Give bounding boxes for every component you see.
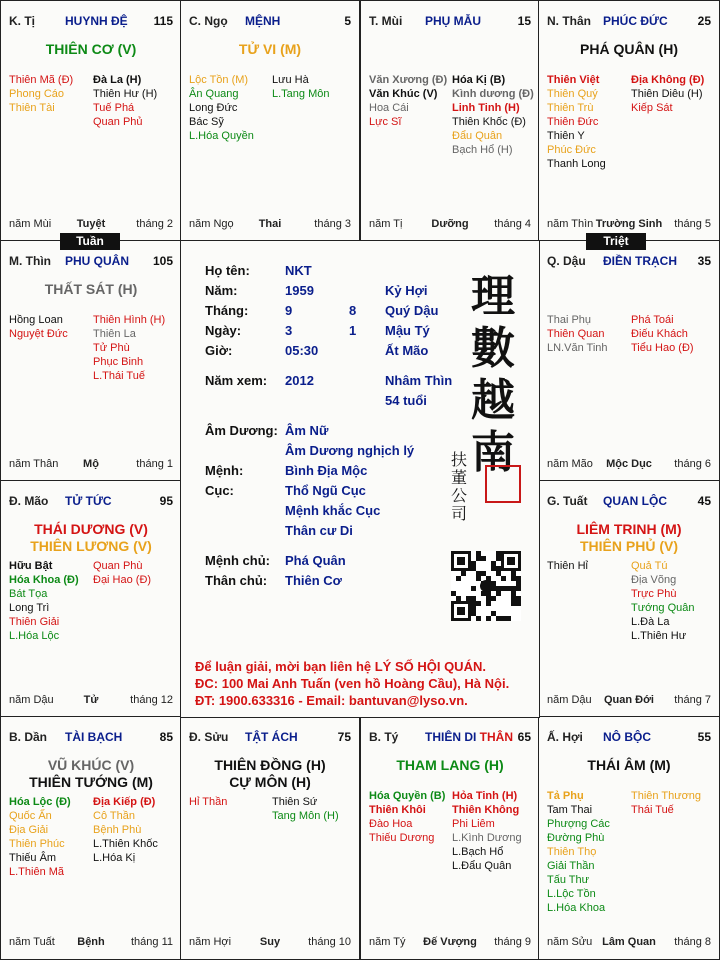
main-star: THIÊN ĐỒNG (H) — [214, 757, 326, 773]
minor-star: Địa Kiếp (Đ) — [93, 796, 156, 808]
main-star: THÁI DƯƠNG (V) — [34, 521, 148, 537]
life-stage: Suy — [259, 936, 281, 948]
minor-star: L.Thiên Khốc — [93, 838, 158, 850]
palace-age: 95 — [159, 494, 173, 508]
minor-star: Đường Phù — [547, 832, 605, 844]
name-value: NKT — [285, 263, 312, 278]
life-stage: Mộc Dục — [606, 458, 652, 470]
day-value: 3 — [285, 323, 293, 338]
star-column-right — [91, 73, 175, 129]
main-star: LIÊM TRINH (M) — [576, 521, 682, 537]
view-year-value: 2012 — [285, 373, 314, 388]
main-stars — [1, 757, 181, 791]
minor-star: Bác Sỹ — [189, 116, 224, 128]
palace-position: T. Mùi — [369, 14, 403, 28]
minor-star: L.Bạch Hổ — [452, 846, 504, 858]
minor-star: Bát Tọa — [9, 588, 48, 600]
minor-star: Thiên Việt — [547, 74, 600, 86]
contact-phone-email[interactable]: ĐT: 1900.633316 - Email: bantuvan@lyso.vn. — [195, 693, 468, 708]
minor-star: Địa Không (Đ) — [631, 74, 705, 86]
palace-name: TỬ TỨC — [65, 494, 112, 508]
minor-star: Đẩu Quân — [452, 130, 503, 142]
star-column-right — [629, 789, 713, 817]
minor-star: Hỉ Thần — [189, 796, 228, 808]
star-column-right — [91, 559, 175, 587]
palace-year: năm Sửu — [547, 936, 593, 948]
palace-position: Q. Dậu — [547, 254, 586, 268]
callig-char: 理 — [471, 271, 515, 322]
palace-age: 115 — [153, 14, 173, 28]
palace-ty — [360, 716, 540, 960]
palace-age: 25 — [697, 14, 711, 28]
palace-mui — [360, 0, 540, 242]
palace-year: năm Hợi — [189, 936, 232, 948]
minor-star: Đào Hoa — [369, 818, 413, 830]
palace-footer — [9, 936, 173, 950]
star-column-left — [369, 789, 450, 845]
view-year-can: Nhâm Thìn — [385, 373, 453, 388]
minor-star: Nguyệt Đức — [9, 328, 68, 340]
palace-month: tháng 4 — [494, 218, 531, 230]
month-can: Quý Dậu — [385, 303, 439, 318]
tuan-tag: Tuần — [60, 233, 120, 250]
minor-star: Tam Thai — [547, 804, 593, 816]
star-column-right — [629, 559, 713, 643]
palace-month: tháng 8 — [674, 936, 711, 948]
minor-star: Hồng Loan — [9, 314, 63, 326]
palace-month: tháng 2 — [136, 218, 173, 230]
palace-footer — [9, 218, 173, 232]
palace-footer — [369, 936, 531, 950]
minor-star: Thiên La — [93, 328, 136, 340]
main-stars — [539, 521, 719, 555]
cuc-relation: Mệnh khắc Cục — [285, 503, 381, 518]
palace-month: tháng 10 — [308, 936, 351, 948]
minor-star: Thiên Y — [547, 130, 585, 142]
palace-position: C. Ngọ — [189, 14, 228, 28]
main-star: THAM LANG (H) — [396, 757, 504, 773]
star-column-right — [270, 795, 353, 823]
star-column-right — [629, 313, 713, 355]
palace-name: TẬT ÁCH — [245, 730, 298, 744]
minor-star: Quốc Ấn — [9, 810, 52, 822]
minor-star: L.Hóa Khoa — [547, 902, 606, 914]
minor-star: LN.Văn Tinh — [547, 342, 608, 354]
star-column-right — [629, 73, 713, 115]
palace-month: tháng 11 — [130, 936, 173, 948]
palace-footer — [547, 694, 711, 708]
life-stage: Trường Sinh — [595, 218, 663, 230]
palace-month: tháng 5 — [674, 218, 711, 230]
minor-star: Lưu Hà — [272, 74, 309, 86]
life-stage: Mộ — [83, 458, 99, 470]
palace-name: PHỤ MẪU — [425, 14, 481, 28]
minor-star: Phong Cáo — [9, 88, 65, 100]
palace-suu — [180, 716, 360, 960]
palace-year: năm Tị — [369, 218, 403, 230]
month-value: 9 — [285, 303, 293, 318]
minor-star: Thiếu Âm — [9, 852, 57, 864]
minor-star: Thiên Mã (Đ) — [9, 74, 74, 86]
minor-star: Hóa Lộc (Đ) — [9, 796, 71, 808]
minor-star: Thiên Hỉ — [547, 560, 588, 572]
palace-position: Ấ. Hợi — [547, 730, 583, 744]
minor-star: Đại Hao (Đ) — [93, 574, 152, 586]
main-stars — [181, 757, 359, 791]
palace-name: PHU QUÂN — [65, 254, 130, 268]
palace-footer — [547, 458, 711, 472]
minor-star: Thiên Hình (H) — [93, 314, 166, 326]
palace-dau — [538, 240, 720, 482]
minor-star: Bệnh Phù — [93, 824, 142, 836]
palace-name: QUAN LỘC — [603, 494, 667, 508]
palace-month: tháng 7 — [674, 694, 711, 706]
main-stars — [1, 41, 181, 58]
main-stars — [539, 757, 719, 774]
day-lunar: 1 — [349, 323, 357, 338]
minor-star: Thiên Tài — [9, 102, 55, 114]
palace-year: năm Thìn — [547, 218, 594, 230]
palace-year: năm Mùi — [9, 218, 52, 230]
palace-year: năm Thân — [9, 458, 59, 470]
day-label: Ngày: — [205, 323, 242, 338]
year-value: 1959 — [285, 283, 314, 298]
minor-star: Hóa Quyền (B) — [369, 790, 446, 802]
callig-char: 越 — [471, 375, 515, 426]
minor-star: L.Tang Môn — [272, 88, 330, 100]
minor-star: L.Lộc Tồn — [547, 888, 596, 900]
life-stage: Dưỡng — [431, 218, 469, 230]
minor-star: Phá Toái — [631, 314, 674, 326]
minor-star: L.Đà La — [631, 616, 670, 628]
minor-star: Văn Khúc (V) — [369, 88, 438, 100]
minor-star: Tấu Thư — [547, 874, 590, 886]
star-column-left — [547, 559, 629, 573]
amduong-relation: Âm Dương nghịch lý — [285, 443, 415, 458]
amduong-value: Âm Nữ — [285, 423, 329, 438]
palace-position: K. Tị — [9, 14, 35, 28]
star-column-left — [547, 73, 629, 171]
main-stars — [181, 41, 359, 58]
star-column-left — [547, 789, 629, 915]
minor-star: Long Đức — [189, 102, 238, 114]
palace-ti — [0, 0, 182, 242]
minor-star: Thái Tuế — [631, 804, 674, 816]
life-stage: Tử — [83, 694, 99, 706]
palace-month: tháng 12 — [130, 694, 173, 706]
minor-star: L.Hóa Quyền — [189, 130, 254, 142]
minor-star: Tử Phù — [93, 342, 130, 354]
minor-star: L.Đẩu Quân — [452, 860, 512, 872]
minor-star: Thiên Không — [452, 804, 520, 816]
palace-age: 75 — [337, 730, 351, 744]
day-can: Mậu Tý — [385, 323, 430, 338]
main-star: THÁI ÂM (M) — [587, 757, 671, 773]
minor-star: Tả Phụ — [547, 790, 584, 802]
star-column-right — [450, 73, 533, 157]
minor-star: Quan Phù — [93, 560, 143, 572]
star-column-left — [189, 795, 270, 809]
palace-age: 45 — [697, 494, 711, 508]
than-marker: THÂN — [479, 730, 513, 744]
year-label: Năm: — [205, 283, 238, 298]
palace-footer — [9, 458, 173, 472]
star-column-left — [9, 795, 91, 879]
palace-name: THIÊN DI — [425, 730, 477, 744]
palace-name: NÔ BỘC — [603, 730, 651, 744]
palace-age: 105 — [152, 254, 173, 268]
palace-year: năm Tý — [369, 936, 406, 948]
palace-year: năm Tuất — [9, 936, 55, 948]
star-column-right — [270, 73, 353, 101]
cuc-value: Thổ Ngũ Cục — [285, 483, 366, 498]
palace-thin — [0, 240, 182, 482]
triet-tag: Triệt — [586, 233, 646, 250]
callig-small-char: 司 — [451, 504, 468, 523]
minor-star: Địa Võng — [631, 574, 677, 586]
palace-footer — [189, 218, 351, 232]
hour-label: Giờ: — [205, 343, 233, 358]
palace-position: B. Dần — [9, 730, 48, 744]
callig-small-char: 扶 — [451, 450, 468, 469]
minor-star: Phục Binh — [93, 356, 144, 368]
minor-star: Thiên Giải — [9, 616, 60, 628]
main-star: THẤT SÁT (H) — [44, 281, 138, 297]
life-stage: Đế Vượng — [423, 936, 477, 948]
minor-star: Điếu Khách — [631, 328, 688, 340]
palace-month: tháng 6 — [674, 458, 711, 470]
palace-position: G. Tuất — [547, 494, 588, 508]
palace-position: Đ. Mão — [9, 494, 49, 508]
minor-star: Thanh Long — [547, 158, 606, 170]
minor-star: Giải Thần — [547, 860, 595, 872]
center-info-panel — [180, 240, 540, 718]
life-stage: Tuyệt — [76, 218, 106, 230]
main-stars — [1, 521, 181, 555]
palace-footer — [547, 218, 711, 232]
palace-age: 15 — [517, 14, 531, 28]
qr-code[interactable] — [451, 551, 521, 621]
minor-star: Kiếp Sát — [631, 102, 673, 114]
main-stars — [1, 281, 181, 298]
callig-small-char: 董 — [451, 468, 468, 487]
palace-footer — [547, 936, 711, 950]
palace-year: năm Dậu — [9, 694, 54, 706]
minor-star: Tuế Phá — [93, 102, 135, 114]
minor-star: L.Thái Tuế — [93, 370, 145, 382]
palace-name: ĐIỀN TRẠCH — [603, 254, 677, 268]
star-column-right — [91, 795, 175, 865]
view-year-label: Năm xem: — [205, 373, 268, 388]
contact-address: ĐC: 100 Mai Anh Tuấn (ven hồ Hoàng Cầu), Hà Nội. — [195, 676, 510, 691]
star-column-left — [9, 559, 91, 643]
palace-age: 65 — [517, 730, 531, 744]
calligraphy — [471, 271, 515, 479]
thanchu-value: Thiên Cơ — [285, 573, 342, 588]
palace-age: 85 — [159, 730, 173, 744]
minor-star: Đà La (H) — [93, 74, 142, 86]
star-column-right — [450, 789, 533, 873]
star-column-left — [189, 73, 270, 143]
palace-hoi — [538, 716, 720, 960]
palace-age: 5 — [344, 14, 351, 28]
minor-star: Hỏa Tinh (H) — [452, 790, 518, 802]
minor-star: Thiên Hư (H) — [93, 88, 158, 100]
minor-star: L.Thiên Hư — [631, 630, 687, 642]
hour-can: Ất Mão — [385, 343, 429, 358]
minor-star: Thiên Khốc (Đ) — [452, 116, 526, 128]
minor-star: L.Thiên Mã — [9, 866, 65, 878]
palace-name: MỆNH — [245, 14, 281, 28]
star-column-left — [9, 313, 91, 341]
star-column-left — [547, 313, 629, 355]
minor-star: Thiên Đức — [547, 116, 599, 128]
main-star: VŨ KHÚC (V) — [47, 757, 135, 773]
minor-star: Thiên Diêu (H) — [631, 88, 703, 100]
minor-star: Tang Môn (H) — [272, 810, 339, 822]
contact-line-1: Để luận giải, mời bạn liên hệ LÝ SỐ HỘI QUÁN. — [195, 659, 486, 674]
minor-star: Phúc Đức — [547, 144, 596, 156]
palace-month: tháng 9 — [494, 936, 531, 948]
minor-star: Thiên Phúc — [9, 838, 65, 850]
minor-star: L.Hóa Kị — [93, 852, 136, 864]
palace-month: tháng 1 — [136, 458, 173, 470]
minor-star: Thai Phụ — [547, 314, 592, 326]
minor-star: Hoa Cái — [369, 102, 409, 114]
life-stage: Thai — [258, 218, 282, 230]
menhchu-value: Phá Quân — [285, 553, 346, 568]
minor-star: L.Hóa Lộc — [9, 630, 60, 642]
callig-small-char: 公 — [451, 486, 468, 505]
star-column-left — [9, 73, 91, 115]
minor-star: Thiên Quý — [547, 88, 598, 100]
main-star: TỬ VI (M) — [238, 41, 302, 57]
minor-star: Linh Tinh (H) — [452, 102, 520, 114]
menh-value: Bình Địa Mộc — [285, 463, 368, 478]
star-column-left — [369, 73, 450, 129]
callig-char: 數 — [471, 323, 515, 374]
minor-star: Kình dương (Đ) — [452, 88, 534, 100]
minor-star: Trực Phù — [631, 588, 677, 600]
main-stars — [539, 41, 719, 58]
palace-footer — [369, 218, 531, 232]
menhchu-label: Mệnh chủ: — [205, 553, 270, 568]
palace-ngo — [180, 0, 360, 242]
menh-label: Mệnh: — [205, 463, 244, 478]
palace-position: N. Thân — [547, 14, 591, 28]
minor-star: Thiếu Dương — [369, 832, 435, 844]
month-lunar: 8 — [349, 303, 357, 318]
minor-star: Lộc Tồn (M) — [189, 74, 249, 86]
palace-tuat — [538, 480, 720, 718]
minor-star: Quả Tú — [631, 560, 668, 572]
palace-dan — [0, 716, 182, 960]
palace-position: B. Tý — [369, 730, 399, 744]
palace-position: Đ. Sửu — [189, 730, 229, 744]
cuc-label: Cục: — [205, 483, 234, 498]
main-stars — [361, 757, 539, 774]
minor-star: Quan Phủ — [93, 116, 143, 128]
minor-star: Thiên Quan — [547, 328, 605, 340]
minor-star: Thiên Thọ — [547, 846, 597, 858]
life-stage: Quan Đới — [604, 694, 654, 706]
palace-than — [538, 0, 720, 242]
year-can: Kỷ Hợi — [385, 283, 428, 298]
minor-star: Ân Quang — [189, 88, 239, 100]
minor-star: Tiểu Hao (Đ) — [631, 342, 694, 354]
calligraphy-small — [451, 451, 467, 523]
star-column-right — [91, 313, 175, 383]
main-star: THIÊN CƠ (V) — [45, 41, 137, 57]
main-star: THIÊN PHỦ (V) — [580, 538, 678, 554]
hour-value: 05:30 — [285, 343, 319, 358]
callig-char: 南 — [471, 427, 515, 478]
minor-star: Hữu Bật — [9, 560, 53, 572]
minor-star: Cô Thần — [93, 810, 135, 822]
main-star: CỰ MÔN (H) — [229, 774, 311, 790]
minor-star: Long Trì — [9, 602, 50, 614]
red-seal — [485, 465, 521, 503]
minor-star: Thiên Thương — [631, 790, 702, 802]
palace-name: TÀI BẠCH — [65, 730, 123, 744]
life-stage: Bệnh — [77, 936, 105, 948]
palace-month: tháng 3 — [314, 218, 351, 230]
palace-mao — [0, 480, 182, 718]
main-star: PHÁ QUÂN (H) — [580, 41, 678, 57]
name-label: Họ tên: — [205, 263, 250, 278]
minor-star: Thiên Sứ — [272, 796, 318, 808]
thanchu-label: Thân chủ: — [205, 573, 268, 588]
palace-footer — [9, 694, 173, 708]
than-position: Thân cư Di — [285, 523, 353, 538]
palace-position: M. Thìn — [9, 254, 51, 268]
minor-star: Tướng Quân — [631, 602, 695, 614]
minor-star: Thiên Trù — [547, 102, 594, 114]
main-star: THIÊN LƯƠNG (V) — [30, 538, 152, 554]
palace-year: năm Mão — [547, 458, 593, 470]
palace-name: PHÚC ĐỨC — [603, 14, 668, 28]
minor-star: L.Kình Dương — [452, 832, 522, 844]
life-stage: Lâm Quan — [602, 936, 656, 948]
minor-star: Phượng Các — [547, 818, 610, 830]
minor-star: Văn Xương (Đ) — [369, 74, 448, 86]
minor-star: Thiên Khôi — [369, 804, 426, 816]
minor-star: Bạch Hổ (H) — [452, 144, 513, 156]
palace-footer — [189, 936, 351, 950]
minor-star: Phi Liêm — [452, 818, 495, 830]
palace-age: 35 — [697, 254, 711, 268]
minor-star: Lực Sĩ — [369, 116, 402, 128]
amduong-label: Âm Dương: — [205, 423, 278, 438]
age: 54 tuổi — [385, 393, 427, 408]
palace-name: HUYNH ĐỆ — [65, 14, 128, 28]
month-label: Tháng: — [205, 303, 249, 318]
minor-star: Địa Giải — [9, 824, 49, 836]
minor-star: Hóa Khoa (Đ) — [9, 574, 79, 586]
palace-year: năm Dậu — [547, 694, 592, 706]
palace-age: 55 — [697, 730, 711, 744]
main-star: THIÊN TƯỚNG (M) — [29, 774, 153, 790]
minor-star: Hóa Kị (B) — [452, 74, 506, 86]
palace-year: năm Ngọ — [189, 218, 234, 230]
